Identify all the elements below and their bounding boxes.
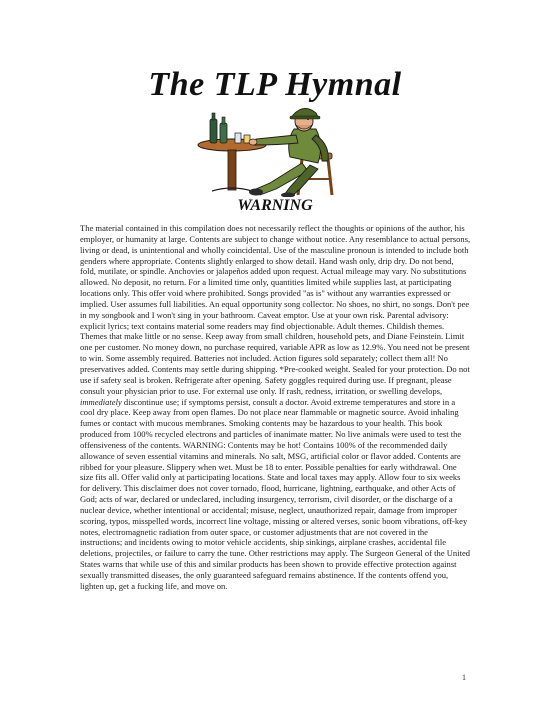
disclaimer-body — [80, 223, 471, 592]
warning-heading: WARNING — [237, 197, 313, 214]
document-title: The TLP Hymnal — [148, 66, 402, 103]
bottles-graphic — [210, 113, 250, 143]
soldier-figure — [249, 108, 328, 197]
drunk-soldier-illustration — [190, 105, 355, 197]
table-graphic — [198, 139, 266, 191]
disclaimer-text-part2: discontinue use; if symptoms persist, consult a doctor. Avoid extreme temperatures and store in a cool dry place. Keep away from open flames. Do not place near flammable or magnetic source. Avoid inhaling fumes or contact with mucous membranes. Smoking contents may be hazardous to your health. This book produced from 100% recycled electrons and particles of inanimate matter. No live animals were used to test the offensiveness of the contents. WARNING: Contents may be hot! Contains 100% of the recommended daily allowance of seven essential vitamins and minerals. No salt, MSG, artificial color or flavor added. Contents are ribbed for your pleasure. Slippery when wet. Must be 18 to enter. Possible penalties for early withdrawal. One size fits all. Offer valid only at participating locations. State and local taxes may apply. Allow four to six weeks for delivery. This disclaimer does not cover tornado, flood, hurricane, lightning, earthquake, and other Acts of God; acts of war, declared or undeclared, including insurgency, terrorism, civil disorder, or the discharge of a nuclear device, whether intentional or accidental; misuse, neglect, unauthorized repair, damage from improper scoring, typos, misspelled words, incorrect line voltage, missing or altered verses, sonic boom vibrations, off-key notes, electromagnetic radiation from outer space, or customer adjustments that are not covered in the instructions; and incidents owing to motor vehicle accidents, ship sinkings, airplane crashes, accidental file deletions, projectiles, or failure to carry the tune. Other restrictions may apply. The Surgeon General of the United States warns that while use of this and similar products has been shown to provide effective protection against sexually transmitted diseases, the only guaranteed safeguard remains abstinence. If the contents offend you, lighten up, get a fucking life, and move on. — [80, 396, 471, 591]
page-number: 1 — [462, 673, 466, 682]
disclaimer-text-part1: The material contained in this compilation does not necessarily reflect the thoughts or opinions of the author, his employer, or humanity at large. Contents are subject to change without notice. Any resemblance to actual persons, living or dead, is unintentional and wholly coincidental. Use of the masculine pronoun is intended to include both genders where appropriate. Contents slightly enlarged to show detail. Hand wash only, drip dry. Do not bend, fold, mutilate, or spindle. Anchovies or jalapeños added upon request. Actual mileage may vary. No substitutions allowed. No deposit, no return. For a limited time only, quantities limited while supplies last, at participating locations only. This offer void where prohibited. Songs provided "as is" without any warranties expressed or implied. User assumes full liabilities. An equal opportunity song collector. No shoes, no shirt, no songs. Don't pee in my songbook and I won't sing in your bathroom. Caveat emptor. Use at your own risk. Parental advisory: explicit lyrics; text contains material some readers may find objectionable. Adult themes. Childish themes. Themes that make little or no sense. Keep away from small children, household pets, and Diane Feinstein. Limit one per customer. No money down, no purchase required, variable APR as low as 12.9%. You need not be present to win. Some assembly required. Batteries not included. Action figures sold separately; collect them all! No preservatives added. Contents may settle during shipping. *Pre-cooked weight. Sealed for your protection. Do not use if safety seal is broken. Refrigerate after opening. Safety goggles required during use. If pregnant, please consult your physician prior to use. For external use only. If rash, redness, irritation, or swelling develops, — [80, 223, 471, 396]
disclaimer-emphasis: immediately — [80, 396, 122, 407]
